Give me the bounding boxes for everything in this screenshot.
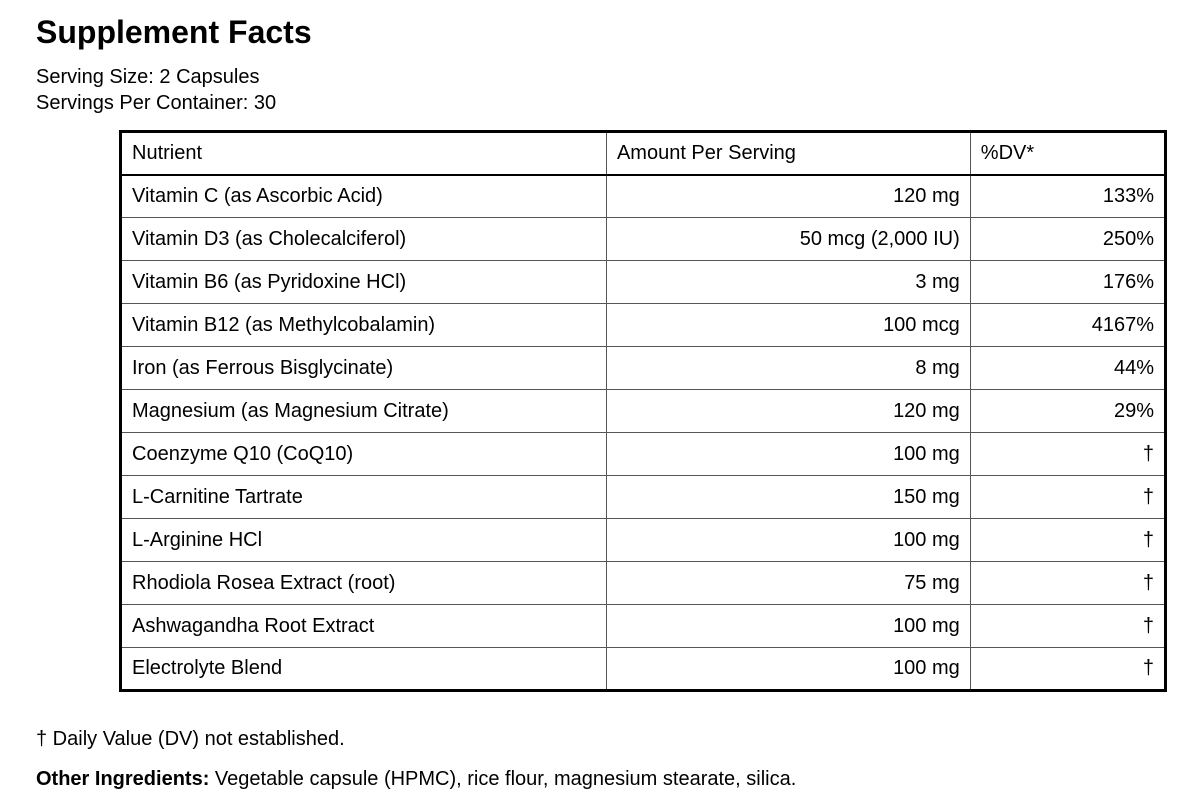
header-nutrient: Nutrient [121,132,607,175]
amount-cell: 100 mg [606,519,970,562]
dv-cell: 4167% [970,304,1165,347]
nutrient-cell: Vitamin C (as Ascorbic Acid) [121,175,607,218]
table-row [121,218,1166,261]
amount-cell: 100 mcg [606,304,970,347]
nutrient-cell: L-Carnitine Tartrate [121,476,607,519]
other-ingredients-label: Other Ingredients: [36,768,210,790]
table-row [121,562,1166,605]
nutrient-cell: Vitamin B12 (as Methylcobalamin) [121,304,607,347]
amount-cell: 120 mg [606,390,970,433]
table-row [121,347,1166,390]
other-ingredients-text: Vegetable capsule (HPMC), rice flour, magnesium stearate, silica. [209,768,797,790]
serving-size: Serving Size: 2 Capsules [36,66,260,88]
amount-cell: 120 mg [606,175,970,218]
amount-cell: 8 mg [606,347,970,390]
table-row [121,261,1166,304]
nutrient-cell: Iron (as Ferrous Bisglycinate) [121,347,607,390]
table-row [121,519,1166,562]
amount-cell: 75 mg [606,562,970,605]
table-header-row [121,132,1166,175]
table-row [121,175,1166,218]
header-dv: %DV* [970,132,1165,175]
nutrient-cell: L-Arginine HCl [121,519,607,562]
dv-cell: † [970,476,1165,519]
nutrient-cell: Vitamin B6 (as Pyridoxine HCl) [121,261,607,304]
nutrient-cell: Electrolyte Blend [121,648,607,691]
amount-cell: 100 mg [606,605,970,648]
header-amount: Amount Per Serving [606,132,970,175]
table-row [121,648,1166,691]
table-row [121,605,1166,648]
amount-cell: 150 mg [606,476,970,519]
dv-cell: † [970,648,1165,691]
table-row [121,304,1166,347]
supplement-facts-table [119,130,1167,692]
table-row [121,390,1166,433]
dv-cell: † [970,433,1165,476]
table-row [121,476,1166,519]
dv-cell: 29% [970,390,1165,433]
nutrient-cell: Ashwagandha Root Extract [121,605,607,648]
dv-cell: † [970,562,1165,605]
table-row [121,433,1166,476]
nutrient-cell: Rhodiola Rosea Extract (root) [121,562,607,605]
other-ingredients [36,766,796,792]
nutrient-cell: Vitamin D3 (as Cholecalciferol) [121,218,607,261]
serving-info [36,64,276,116]
dv-cell: 44% [970,347,1165,390]
nutrient-cell: Magnesium (as Magnesium Citrate) [121,390,607,433]
nutrient-cell: Coenzyme Q10 (CoQ10) [121,433,607,476]
dv-cell: † [970,605,1165,648]
dv-cell: 176% [970,261,1165,304]
dv-cell: 133% [970,175,1165,218]
amount-cell: 100 mg [606,433,970,476]
dv-cell: 250% [970,218,1165,261]
servings-per-container: Servings Per Container: 30 [36,92,277,114]
dv-cell: † [970,519,1165,562]
amount-cell: 100 mg [606,648,970,691]
dv-footnote: † Daily Value (DV) not established. [36,728,345,750]
amount-cell: 50 mcg (2,000 IU) [606,218,970,261]
page-title: Supplement Facts [36,14,312,50]
amount-cell: 3 mg [606,261,970,304]
